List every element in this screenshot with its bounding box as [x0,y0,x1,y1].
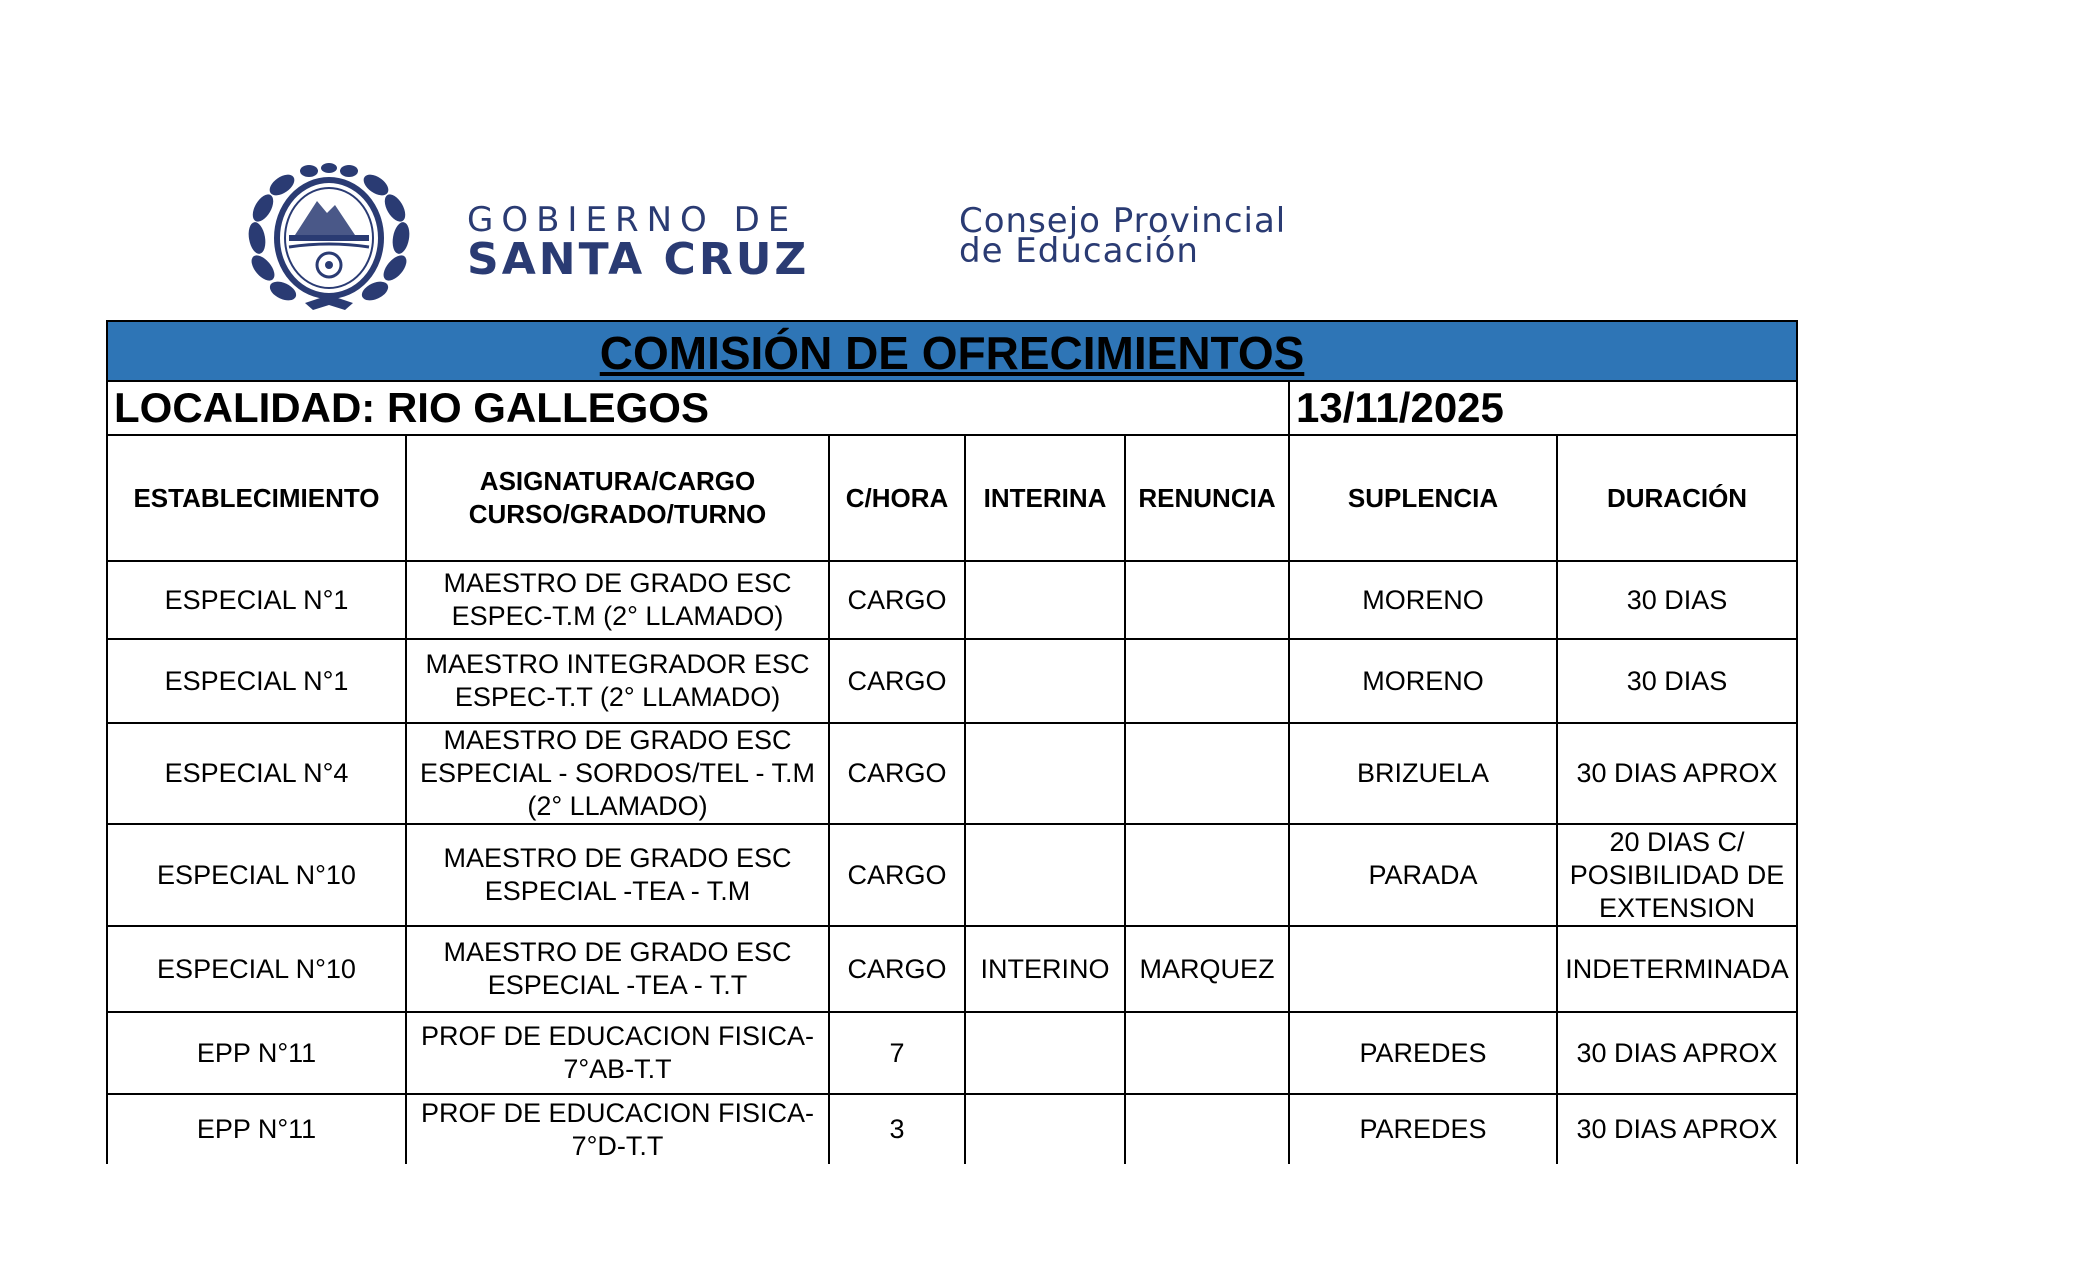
asignatura-cell-line: ESPECIAL -TEA - T.T [487,970,748,1000]
table-row [107,561,1797,639]
suplencia-cell: MORENO [1289,639,1557,723]
chora-cell: CARGO [829,824,965,926]
interina-cell [965,639,1125,723]
council-name [959,201,1287,271]
duracion-cell [1557,1012,1797,1094]
asignatura-cell-line: ESPEC-T.T (2° LLAMADO) [454,682,781,712]
gov-line-1: GOBIERNO DE [467,200,798,240]
establecimiento-cell: ESPECIAL N°1 [107,639,406,723]
council-line-1: Consejo Provincial [959,201,1287,241]
asignatura-cell-line: (2° LLAMADO) [527,791,708,821]
suplencia-cell: MORENO [1289,561,1557,639]
asignatura-cell-line: MAESTRO DE GRADO ESC [443,937,792,967]
asignatura-cell-line: 7°AB-T.T [563,1054,672,1084]
chora-cell: CARGO [829,561,965,639]
establecimiento-cell: ESPECIAL N°10 [107,926,406,1012]
asignatura-cell-line: ESPEC-T.M (2° LLAMADO) [451,601,784,631]
duracion-cell-line: INDETERMINADA [1565,953,1789,984]
duracion-cell [1557,723,1797,824]
col-header-interina: INTERINA [965,435,1125,561]
chora-cell: 3 [829,1094,965,1164]
duracion-cell-line: 30 DIAS APROX [1576,1037,1778,1068]
renuncia-cell [1125,1012,1289,1094]
sheet-title: COMISIÓN DE OFRECIMIENTOS [107,321,1797,381]
asignatura-cell-line: PROF DE EDUCACION FISICA- [420,1097,815,1128]
suplencia-cell [1289,926,1557,1012]
duracion-cell [1557,561,1797,639]
asignatura-cell [406,639,829,723]
interina-cell: INTERINO [965,926,1125,1012]
interina-cell [965,1094,1125,1164]
col-header-duracion: DURACIÓN [1557,435,1797,561]
header-row [107,435,1797,561]
duracion-cell-line: 30 DIAS APROX [1576,1114,1778,1144]
asignatura-cell-line: ESPECIAL - SORDOS/TEL - T.M [419,758,816,788]
col-header-asignatura-line-1: ASIGNATURA/CARGO [479,466,756,496]
asignatura-cell [406,926,829,1012]
chora-cell: CARGO [829,639,965,723]
duracion-cell [1557,824,1797,926]
interina-cell [965,561,1125,639]
asignatura-cell [406,723,829,824]
asignatura-cell-line: MAESTRO INTEGRADOR ESC [425,649,810,679]
asignatura-cell [406,561,829,639]
col-header-suplencia: SUPLENCIA [1289,435,1557,561]
col-header-establecimiento: ESTABLECIMIENTO [107,435,406,561]
duracion-cell [1557,639,1797,723]
duracion-cell [1557,1094,1797,1164]
renuncia-cell [1125,561,1289,639]
renuncia-cell [1125,723,1289,824]
col-header-asignatura-line-2: CURSO/GRADO/TURNO [468,499,767,529]
establecimiento-cell: EPP N°11 [107,1094,406,1164]
duracion-cell-line: 20 DIAS C/ [1609,826,1745,857]
table-row [107,824,1797,926]
asignatura-cell [406,824,829,926]
interina-cell [965,1012,1125,1094]
asignatura-cell-line: MAESTRO DE GRADO ESC [443,843,792,873]
asignatura-cell-line: MAESTRO DE GRADO ESC [443,725,792,755]
renuncia-cell [1125,639,1289,723]
date-cell: 13/11/2025 [1289,381,1797,435]
chora-cell: 7 [829,1012,965,1094]
duracion-cell-line: POSIBILIDAD DE [1569,859,1785,890]
suplencia-cell: PARADA [1289,824,1557,926]
establecimiento-cell: ESPECIAL N°4 [107,723,406,824]
santa-cruz-seal-icon [237,163,421,313]
renuncia-cell [1125,824,1289,926]
renuncia-cell [1125,1094,1289,1164]
table-row [107,723,1797,824]
chora-cell: CARGO [829,926,965,1012]
council-line-2: de Educación [959,231,1199,271]
offerings-sheet [106,320,1796,1164]
suplencia-cell: PAREDES [1289,1012,1557,1094]
interina-cell [965,824,1125,926]
interina-cell [965,723,1125,824]
offerings-table [106,320,1798,1164]
duracion-cell-line: EXTENSION [1599,892,1756,923]
duracion-cell-line: 30 DIAS [1626,665,1728,696]
establecimiento-cell: ESPECIAL N°1 [107,561,406,639]
duracion-cell-line: 30 DIAS APROX [1576,758,1778,788]
col-header-renuncia: RENUNCIA [1125,435,1289,561]
locality-cell: LOCALIDAD: RIO GALLEGOS [107,381,1289,435]
suplencia-cell: BRIZUELA [1289,723,1557,824]
gov-line-2: SANTA CRUZ [467,234,810,285]
asignatura-cell [406,1012,829,1094]
establecimiento-cell: EPP N°11 [107,1012,406,1094]
renuncia-cell: MARQUEZ [1125,926,1289,1012]
asignatura-cell-line: 7°D-T.T [571,1130,664,1161]
asignatura-cell [406,1094,829,1164]
letterhead [237,163,1387,313]
duracion-cell-line: 30 DIAS [1626,584,1728,615]
asignatura-cell-line: MAESTRO DE GRADO ESC [443,568,792,598]
government-name [467,200,810,285]
establecimiento-cell: ESPECIAL N°10 [107,824,406,926]
title-row [107,321,1797,381]
col-header-chora: C/HORA [829,435,965,561]
asignatura-cell-line: ESPECIAL -TEA - T.M [484,876,751,906]
table-row [107,926,1797,1012]
table-row [107,1094,1797,1164]
duracion-cell [1557,926,1797,1012]
table-row [107,1012,1797,1094]
asignatura-cell-line: PROF DE EDUCACION FISICA- [420,1021,815,1051]
chora-cell: CARGO [829,723,965,824]
locality-row [107,381,1797,435]
col-header-asignatura [406,435,829,561]
suplencia-cell: PAREDES [1289,1094,1557,1164]
table-row [107,639,1797,723]
